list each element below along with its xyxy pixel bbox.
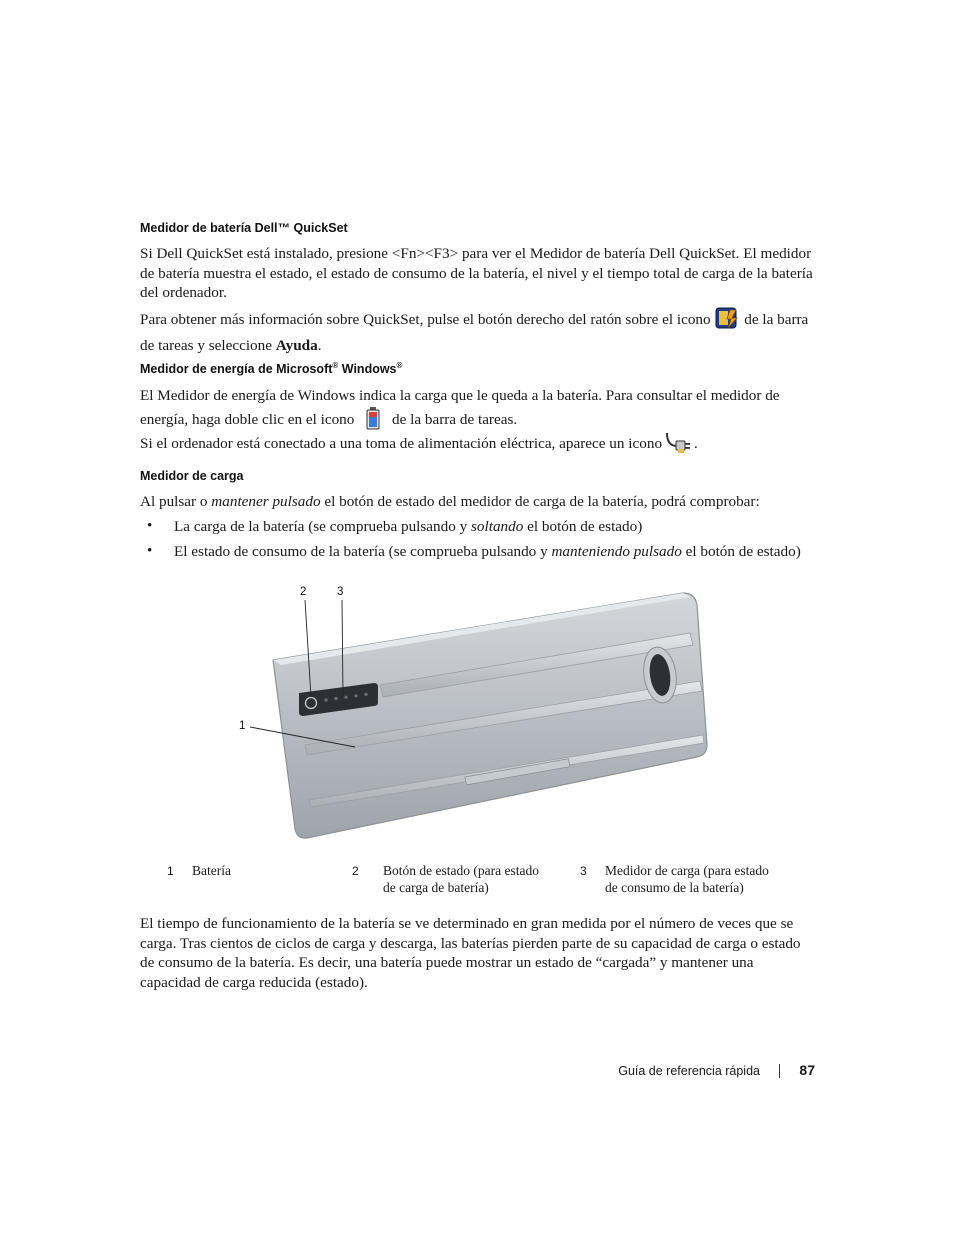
para-windows-meter-b: de la barra de tareas. — [391, 410, 518, 428]
para-carga-intro — [140, 492, 815, 512]
quickset-icon — [714, 306, 740, 336]
ac-plug-icon — [664, 430, 692, 460]
para-windows-meter — [140, 386, 815, 435]
reg-mark-1: ® — [332, 361, 339, 370]
intro-b: el botón de estado del medidor de carga de la batería, podrá comprobar: — [324, 493, 760, 510]
legend-label-3-line1: Medidor de carga (para estado — [605, 863, 769, 878]
footer-separator — [779, 1064, 780, 1078]
intro-a: Al pulsar o — [140, 493, 208, 510]
battery-figure — [235, 585, 720, 845]
callout-2: 2 — [300, 586, 307, 598]
battery-illustration — [235, 585, 720, 845]
intro-italic: mantener pulsado — [211, 493, 321, 510]
legend-label-2-line1: Botón de estado (para estado — [383, 863, 539, 878]
bullet1-a: La carga de la batería (se comprueba pulsando y — [174, 518, 468, 535]
callout-1: 1 — [239, 720, 246, 732]
legend-label-3-line2: de consumo de la batería) — [605, 880, 744, 895]
legend-label-1: Batería — [192, 863, 231, 878]
bullet2-italic: manteniendo pulsado — [551, 543, 682, 560]
para-windows-ac-a: Si el ordenador está conectado a una toma de alimentación eléctrica, aparece un icono — [140, 435, 663, 453]
bullet-text — [174, 542, 801, 562]
bullet-dot: • — [147, 542, 153, 559]
heading-windows-main: Medidor de energía de Microsoft — [140, 362, 333, 377]
bullet-dot: • — [147, 517, 153, 534]
page-footer — [600, 1062, 815, 1082]
reg-mark-2: ® — [396, 361, 403, 370]
para-closing: El tiempo de funcionamiento de la batería se ve determinado en gran medida por el número de veces que se carga. Tras cientos de ciclos de carga y descarga, las baterías pierden parte de su capacidad de carga o estado de consumo de la batería. Es decir, una batería puede mostrar un estado de “cargada” y mantener una capacidad de carga reducida (estado). — [140, 915, 801, 991]
para-quickset-help-b: de la barra de tareas y seleccione — [140, 311, 809, 354]
legend-num-2: 2 — [352, 864, 359, 878]
bullet-text — [174, 517, 642, 537]
para-windows-ac — [140, 430, 815, 460]
page-number: 87 — [799, 1062, 815, 1078]
legend-num-3: 3 — [580, 864, 587, 878]
callout-3: 3 — [337, 586, 344, 598]
footer-title: Guía de referencia rápida — [618, 1064, 760, 1078]
para-windows-ac-b: . — [694, 435, 698, 453]
legend-label-2-line2: de carga de batería) — [383, 880, 489, 895]
para-end-period: . — [317, 336, 322, 354]
bullet1-italic: soltando — [471, 518, 524, 535]
bullet2-b: el botón de estado) — [685, 543, 801, 560]
para-quickset-help-a: Para obtener más información sobre QuickSet, pulse el botón derecho del ratón sobre el icono — [140, 311, 711, 329]
bullet2-a: El estado de consumo de la batería (se comprueba pulsando y — [174, 543, 548, 560]
figure-legend — [140, 862, 820, 902]
bullet1-b: el botón de estado) — [527, 518, 643, 535]
heading-windows — [140, 361, 402, 376]
para-windows-meter-a: El Medidor de energía de Windows indica la carga que le queda a la batería. Para consultar el medidor de energía, haga doble clic en el icono — [140, 387, 780, 428]
heading-windows-word: Windows — [338, 362, 397, 377]
para-quickset-help — [140, 306, 815, 355]
para-quickset-intro: Si Dell QuickSet está instalado, presione <Fn><F3> para ver el Medidor de batería Dell QuickSet. El medidor de batería muestra el estado, el estado de consumo de la batería, el nivel y el tiempo total de carga de la batería del ordenador. — [140, 245, 813, 301]
heading-quickset: Medidor de batería Dell™ QuickSet — [140, 221, 348, 235]
ayuda-bold: Ayuda — [275, 336, 318, 354]
heading-carga: Medidor de carga — [140, 469, 244, 483]
legend-num-1: 1 — [167, 864, 174, 878]
